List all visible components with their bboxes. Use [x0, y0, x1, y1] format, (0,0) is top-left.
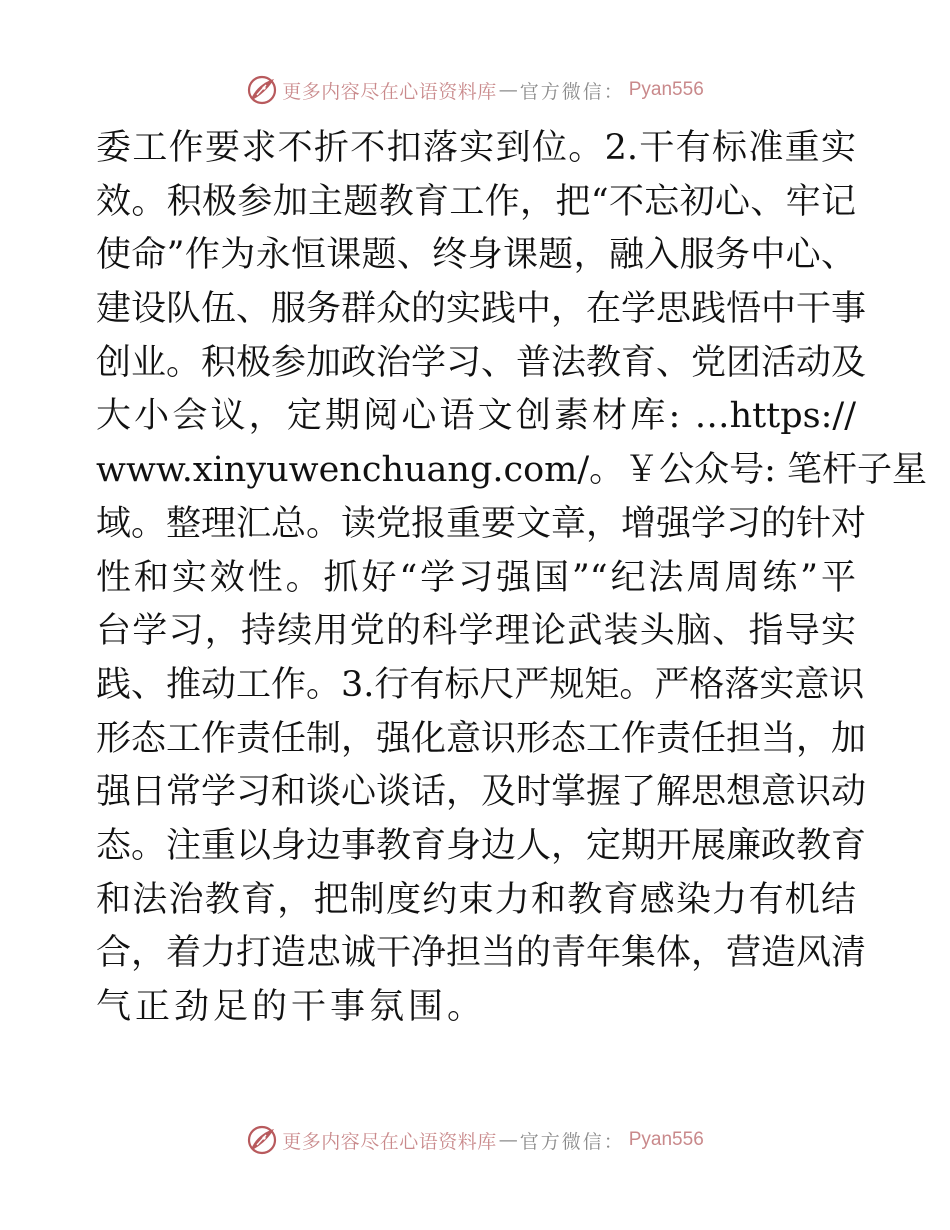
banner-wechat-id: Pyan556	[628, 79, 704, 100]
banner-dash: —	[498, 1129, 518, 1151]
document-body	[96, 122, 928, 1035]
footer-banner	[0, 1122, 950, 1158]
body-line: 创业。积极参加政治学习、普法教育、党团活动及	[96, 342, 867, 383]
body-line: 建设队伍、服务群众的实践中，在学思践悟中干事	[96, 289, 867, 330]
body-line: 域。整理汇总。读党报重要文章，增强学习的针对	[96, 503, 867, 544]
body-line: 气正劲足的干事氛围。	[96, 987, 487, 1027]
pen-nib-logo-icon	[246, 1124, 278, 1156]
body-line: 性和实效性。抓好“学习强国”“纪法周周练”平	[96, 557, 856, 598]
banner-wechat-label: 官方微信：	[519, 1130, 625, 1153]
body-line: 合，着力打造忠诚干净担当的青年集体，营造风清	[96, 933, 867, 974]
body-line: 大小会议，定期阅心语文创素材库: …https://	[96, 396, 856, 437]
pen-nib-logo-icon	[246, 74, 278, 106]
body-line: 效。积极参加主题教育工作，把“不忘初心、牢记	[96, 181, 856, 222]
banner-main-text: 更多内容尽在心语资料库	[282, 1130, 497, 1153]
body-line: 台学习，持续用党的科学理论武装头脑、指导实	[96, 611, 856, 652]
banner-wechat-label: 官方微信：	[519, 80, 625, 103]
body-line: 强日常学习和谈心谈话，及时掌握了解思想意识动	[96, 772, 867, 813]
banner-dash: —	[498, 79, 518, 101]
banner-main-text: 更多内容尽在心语资料库	[282, 80, 497, 103]
header-banner	[0, 72, 950, 108]
body-line: 委工作要求不折不扣落实到位。2.干有标准重实	[96, 128, 856, 168]
body-line: 态。注重以身边事教育身边人，定期开展廉政教育	[96, 825, 867, 866]
body-line: 和法治教育，把制度约束力和教育感染力有机结	[96, 879, 856, 920]
banner-wechat-id: Pyan556	[628, 1129, 704, 1150]
body-line: 践、推动工作。3.行有标尺严规矩。严格落实意识	[96, 664, 865, 705]
body-line: 使命”作为永恒课题、终身课题，融入服务中心、	[96, 235, 856, 276]
body-line: 形态工作责任制，强化意识形态工作责任担当，加	[96, 718, 867, 759]
body-line: www.xinyuwenchuang.com/。￥公众号: 笔杆子星	[96, 450, 928, 491]
